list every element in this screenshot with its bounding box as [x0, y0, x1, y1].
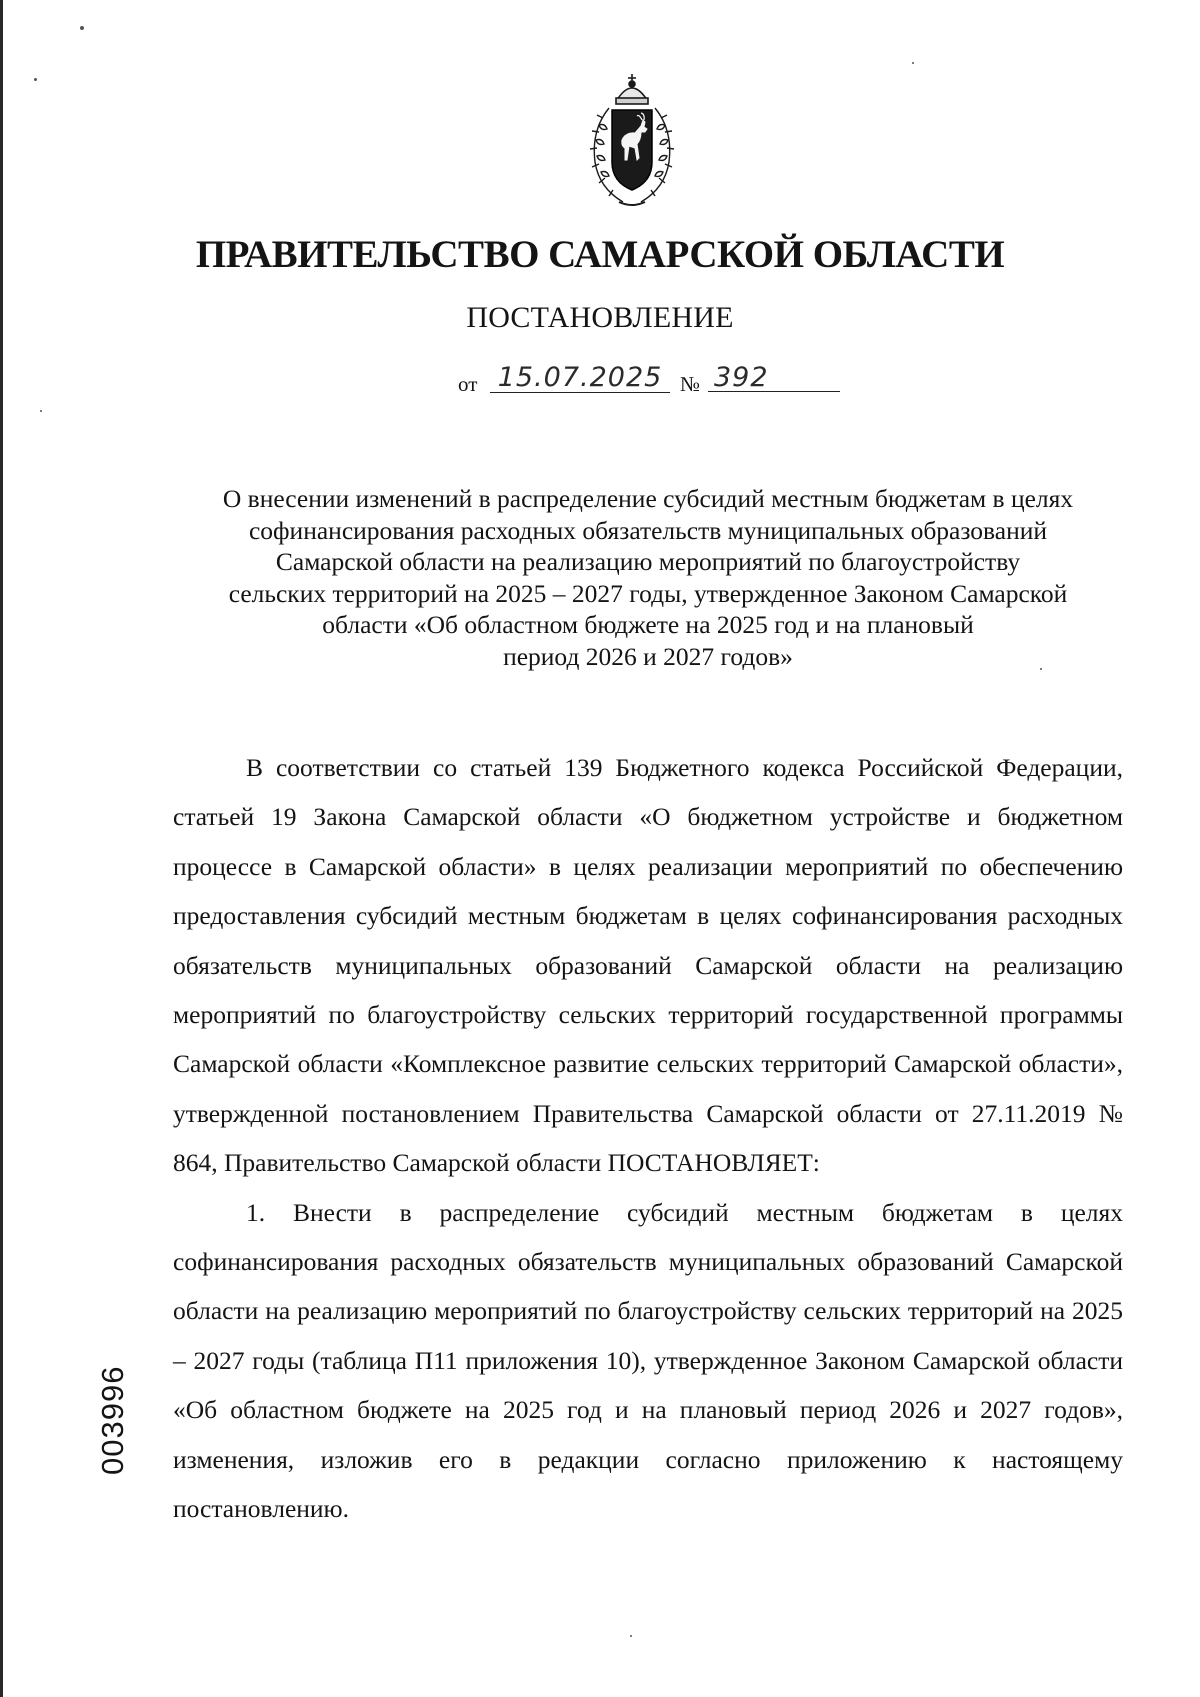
scan-speck: [80, 26, 84, 30]
body-paragraph-item-1: 1. Внести в распределение субсидий местным бюджетам в целях софинансирования расходных обязательств муниципальных образований Самарской области на реализацию мероприятий по благоустройству сельских территорий на 2025 – 2027 годы (таблица П11 приложения 10), утвержденное Законом Самарской области «Об областном бюджете на 2025 год и на плановый период 2026 и 2027 годов», изменения, изложив его в редакции согласно приложению к настоящему постановлению.: [173, 1197, 1123, 1524]
scan-speck: [1040, 668, 1042, 670]
handwritten-date: 15.07.2025: [490, 362, 670, 393]
samara-coat-of-arms-icon: [579, 70, 685, 212]
date-number-line: [458, 362, 858, 402]
document-type: ПОСТАНОВЛЕНИЕ: [466, 301, 734, 334]
subject-line: области «Об областном бюджете на 2025 год и на плановый: [322, 610, 974, 639]
margin-serial-number: 003996: [95, 1365, 130, 1475]
subject-line: О внесении изменений в распределение субсидий местным бюджетам в целях: [222, 484, 1074, 513]
document-subject: [168, 483, 1128, 672]
body-paragraph-preamble: В соответствии со статьей 139 Бюджетного кодекса Российской Федерации, статьей 19 Закона Самарской области «О бюджетном устройстве и бюджетном процессе в Самарской области» в целях реализации мероприятий по обеспечению предоставления субсидий местным бюджетам в целях софинансирования расходных обязательств муниципальных образований Самарской области на реализацию мероприятий по благоустройству сельских территорий государственной программы Самарской области «Комплексное развитие сельских территорий Самарской области», утвержденной постановлением Правительства Самарской области от 27.11.2019 № 864, Правительство Самарской области ПОСТАНОВЛЯЕТ:: [173, 753, 1123, 1178]
number-prefix: №: [680, 372, 701, 396]
document-body: [173, 743, 1123, 1534]
scan-speck: [40, 410, 42, 412]
date-prefix: от: [458, 372, 478, 396]
scan-speck: [630, 1635, 632, 1637]
subject-line: софинансирования расходных обязательств муниципальных образований: [248, 515, 1048, 545]
subject-line: сельских территорий на 2025 – 2027 годы, утвержденное Законом Самарской: [228, 578, 1068, 608]
subject-line: Самарской области на реализацию мероприятий по благоустройству: [275, 547, 1021, 576]
scan-speck: [912, 62, 914, 64]
subject-line: период 2026 и 2027 годов»: [503, 641, 793, 671]
handwritten-number: 392: [708, 362, 840, 392]
scan-speck: [34, 78, 37, 81]
organization-title: ПРАВИТЕЛЬСТВО САМАРСКОЙ ОБЛАСТИ: [195, 233, 1005, 276]
